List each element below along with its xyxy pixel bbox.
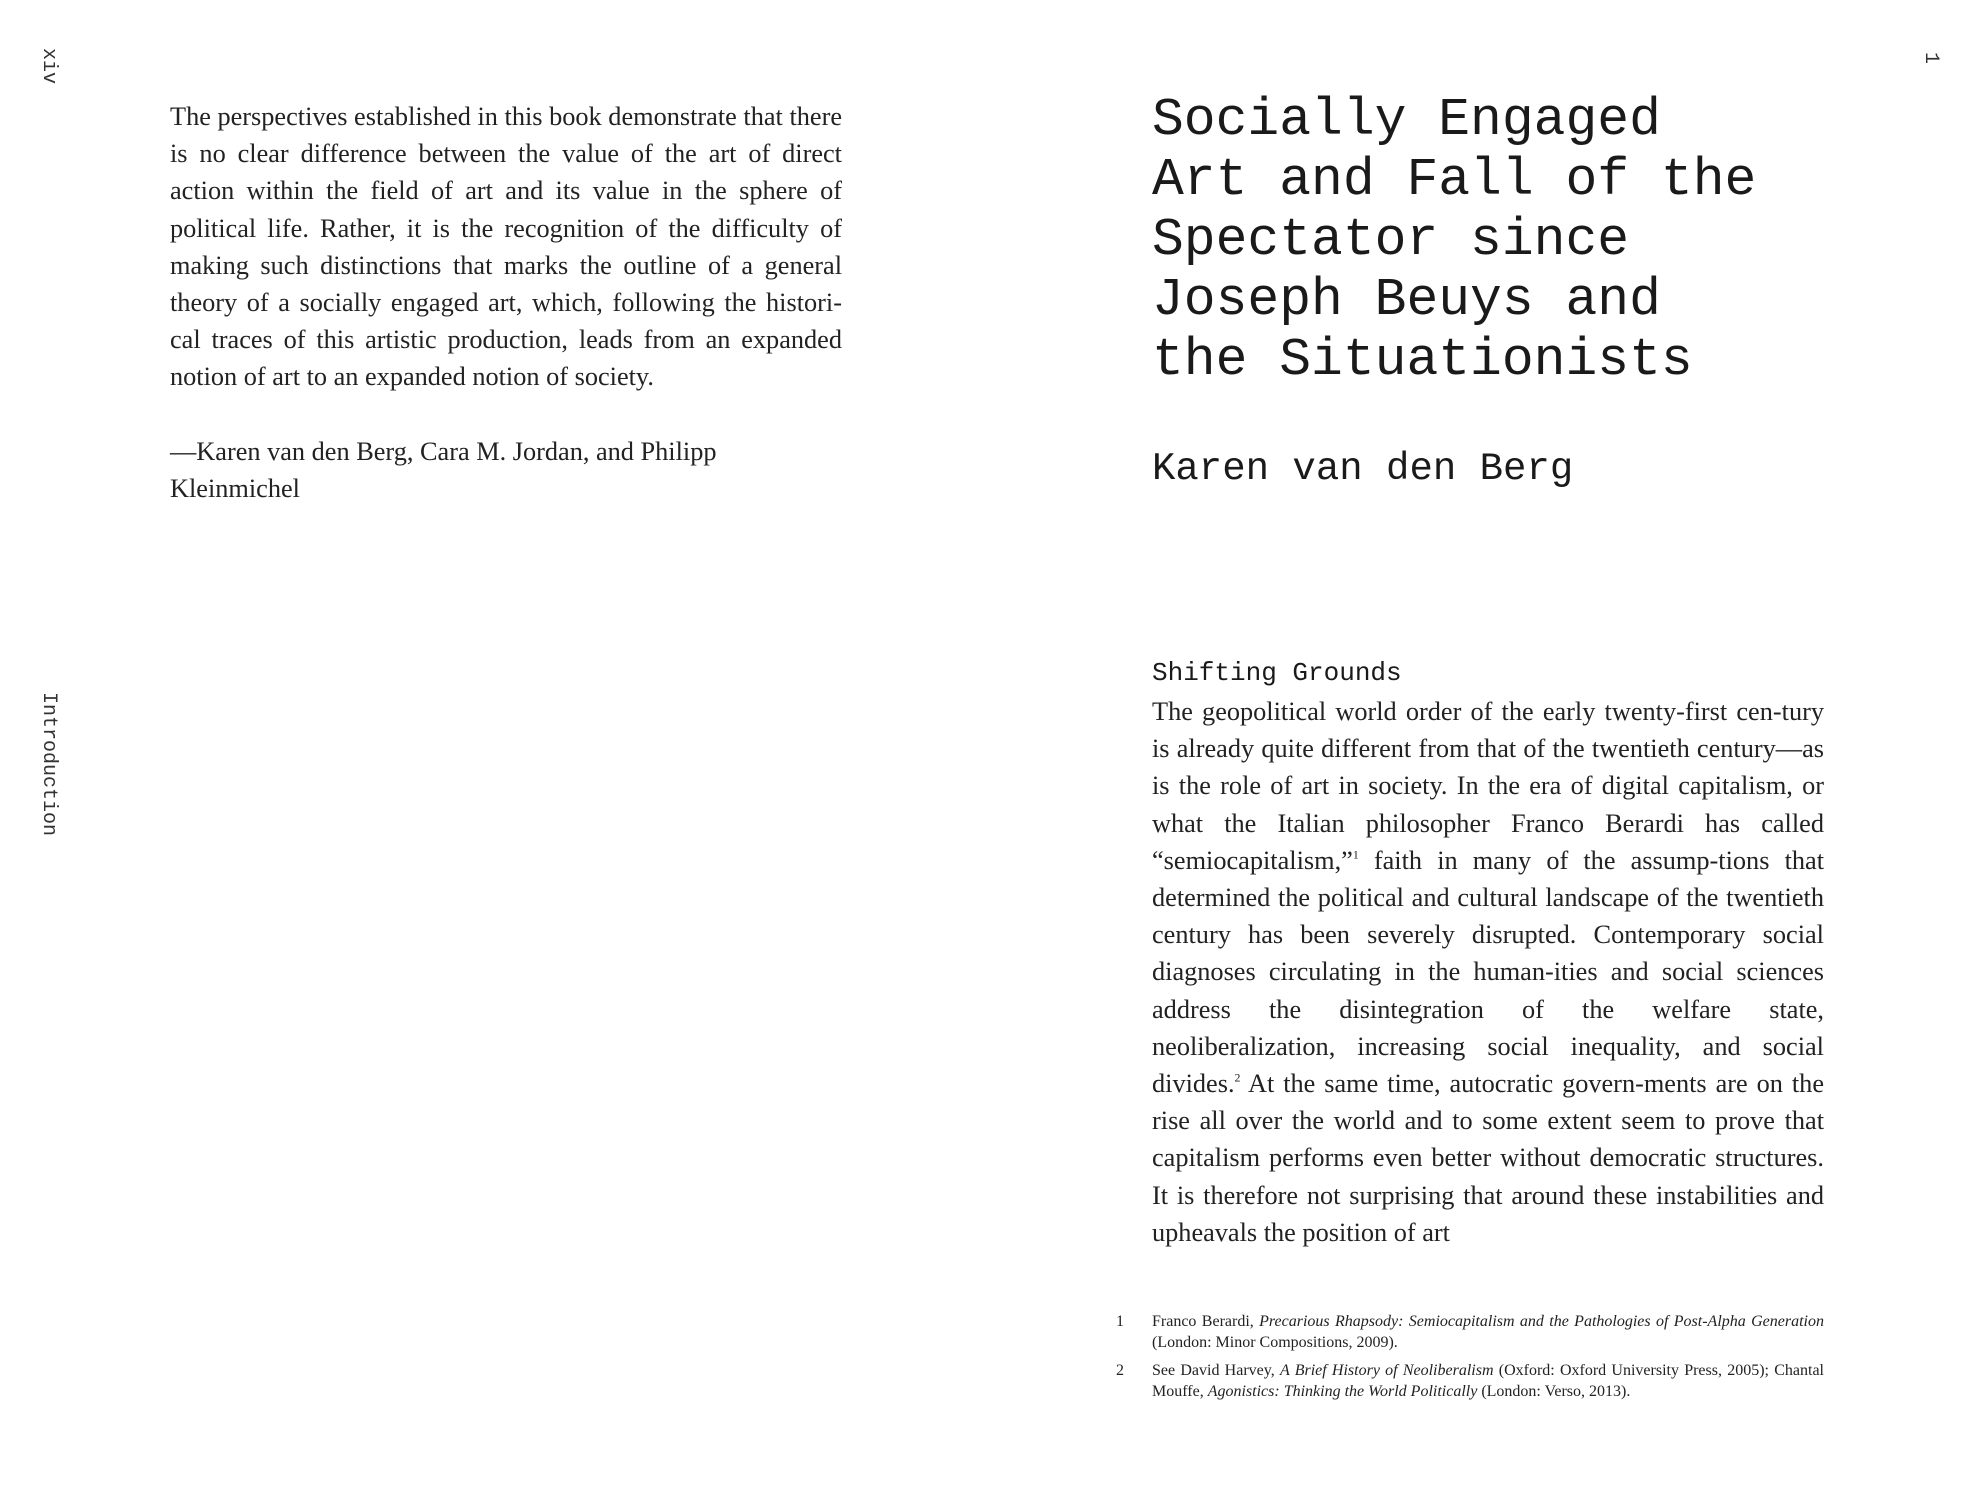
footnote-number: 1: [1116, 1313, 1124, 1330]
running-head: Introduction: [37, 692, 60, 837]
chapter-body-text: [1152, 693, 1824, 1251]
intro-closing-text: [170, 98, 842, 507]
footnote-ref-2[interactable]: 2: [1234, 1070, 1241, 1085]
footnote-text-part: (London: Minor Compositions, 2009).: [1152, 1333, 1398, 1351]
section-heading: Shifting Grounds: [1152, 658, 1402, 688]
cited-title: Precarious Rhapsody: Semiocapitalism and the Pathologies of Post-Alpha Generation: [1259, 1313, 1824, 1330]
intro-attribution: —Karen van den Berg, Cara M. Jordan, and Philipp Kleinmichel: [170, 436, 717, 503]
intro-paragraph: The perspectives established in this book demonstrate that there is no clear difference between the value of the art of direct action within the field of art and its value in the sphere of political life. Rather, it is the recognition of the difficulty of making such distinctions that marks the outline of a general theory of a socially engaged art, which, following the histori-cal traces of this artistic production, leads from an expanded notion of art to an expanded notion of society.: [170, 102, 842, 392]
footnote-text-part: Franco Berardi,: [1152, 1313, 1260, 1330]
page-number: xiv: [37, 48, 60, 85]
footnote-text-part: (Oxford: Oxford University Press, 2005); Chantal Mouffe,: [1152, 1362, 1825, 1400]
body-text-part: The geopolitical world order of the early twenty-first cen-tury is already quite different from that of the twentieth century—as is the role of art in society. In the era of digital capitalism, or what the Italian philosopher Franco Berardi has called “semiocapitalism,”: [1152, 697, 1824, 875]
body-text-part: At the same time, autocratic govern-ments are on the rise all over the world and to some extent seem to prove that capitalism performs even better without democratic structures. It is therefore not surprising that around these instabilities and upheavals the position of art: [1152, 1069, 1824, 1247]
footnote-number: 2: [1116, 1362, 1124, 1379]
body-text-part: faith in many of the assump-tions that determined the political and cultural landscape of the twentieth century has been severely disrupted. Contemporary social diagnoses circulating in the human-ities and social sciences address the disintegration of the welfare state, neoliberalization, increasing social inequality, and social divides.: [1152, 845, 1824, 1099]
chapter-author: Karen van den Berg: [1152, 447, 1574, 491]
footnote-text-part: (London: Verso, 2013).: [1477, 1382, 1631, 1400]
cited-title: Agonistics: Thinking the World Politically: [1207, 1382, 1478, 1400]
footnote: [1116, 1312, 1824, 1353]
footnote: [1116, 1361, 1824, 1402]
page-number: 1: [1919, 52, 1942, 65]
footnote-text: [1152, 1312, 1824, 1353]
chapter-title: Socially Engaged Art and Fall of the Spectator since Joseph Beuys and the Situationists: [1152, 90, 1757, 390]
footnotes: [1116, 1312, 1824, 1410]
right-page: [992, 0, 1984, 1500]
footnote-ref-1[interactable]: 1: [1352, 847, 1359, 862]
footnote-text: [1152, 1361, 1824, 1402]
cited-title: A Brief History of Neoliberalism: [1279, 1362, 1494, 1379]
footnote-text-part: See David Harvey,: [1152, 1362, 1280, 1379]
